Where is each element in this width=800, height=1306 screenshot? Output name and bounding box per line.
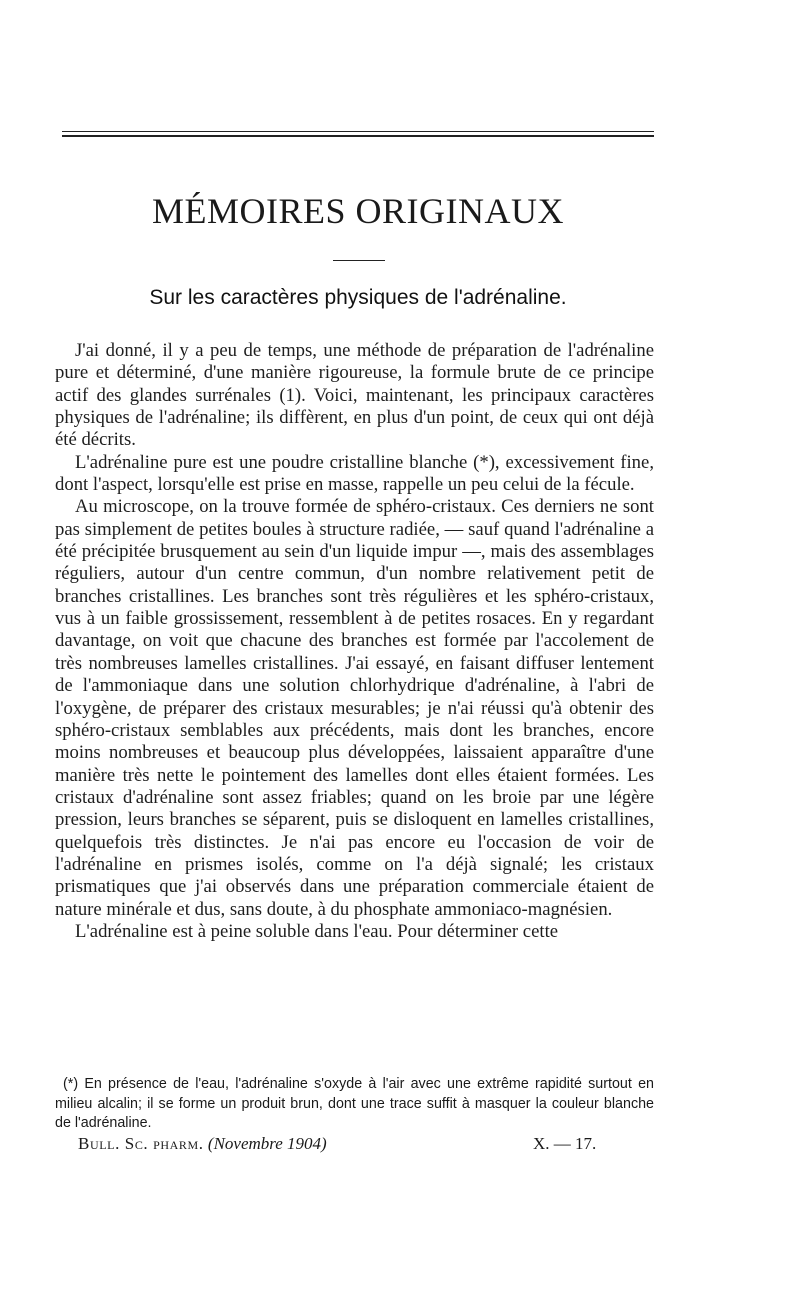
body-paragraph: J'ai donné, il y a peu de temps, une méthode de préparation de l'adrénaline pure et déterminé, d'une manière rigoureuse, la formule brute de ce principe actif des glandes surrénales (1). Voici, maintenant, les principaux caractères physiques de l'adrénaline; ils diffèrent, en plus d'un point, de ceux qui ont déjà été décrits. [55, 340, 654, 451]
footer-citation [78, 1133, 327, 1155]
footer-page-ref: X. — 17. [533, 1134, 597, 1153]
section-title: MÉMOIRES ORIGINAUX [152, 191, 564, 231]
body-paragraph: Au microscope, on la trouve formée de sphéro-cristaux. Ces derniers ne sont pas simplement de petites boules à structure radiée, — sauf quand l'adrénaline a été précipitée brusquement au sein d'un liquide impur —, mais des assemblages réguliers, autour d'un centre commun, d'un nombre relativement petit de branches cristallines. Les branches sont très régulières et les sphéro-cristaux, vus à un faible grossissement, ressemblent à de petites rosaces. En y regardant davantage, on voit que chacune des branches est formée par l'accolement de très nombreuses lamelles cristallines. J'ai essayé, en faisant diffuser lentement de l'ammoniaque dans une solution chlorhydrique d'adrénaline, à l'abri de l'oxygène, de préparer des cristaux mesurables; je n'ai réussi qu'à obtenir des sphéro-cristaux semblables aux précédents, mais dont les branches, encore moins nombreuses et beaucoup plus développées, laissaient apparaître d'une manière très nette le pointement des lamelles dont elles étaient formées. Les cristaux d'adrénaline sont assez friables; quand on les broie par une légère pression, leurs branches se séparent, puis se disloquent en lamelles cristallines, quelquefois très distinctes. Je n'ai pas encore eu l'occasion de voir de l'adrénaline en prismes isolés, comme on l'a déjà signalé; les cristaux prismatiques que j'ai observés dans une préparation commerciale étaient de nature minérale et dus, sans doute, à du phosphate ammoniaco-magnésien. [55, 496, 654, 920]
footnote [55, 1075, 654, 1134]
header-double-rule [62, 131, 654, 137]
footnote-text: (*) En présence de l'eau, l'adrénaline s'oxyde à l'air avec une extrême rapidité surtout en milieu alcalin; il se forme un produit brun, dont une trace suffit à masquer la couleur blanche de l'adrénaline. [55, 1076, 654, 1131]
body-paragraph: L'adrénaline pure est une poudre cristalline blanche (*), excessivement fine, dont l'aspect, lorsqu'elle est prise en masse, rappelle un peu celui de la fécule. [55, 451, 654, 496]
footer-journal: Bull. Sc. pharm. [78, 1134, 204, 1153]
footer-date: (Novembre 1904) [207, 1134, 327, 1153]
title-underline-rule [333, 260, 385, 261]
body-paragraph: L'adrénaline est à peine soluble dans l'eau. Pour déterminer cette [75, 920, 559, 942]
article-title: Sur les caractères physiques de l'adrénaline. [149, 286, 567, 309]
article-body [55, 340, 654, 943]
